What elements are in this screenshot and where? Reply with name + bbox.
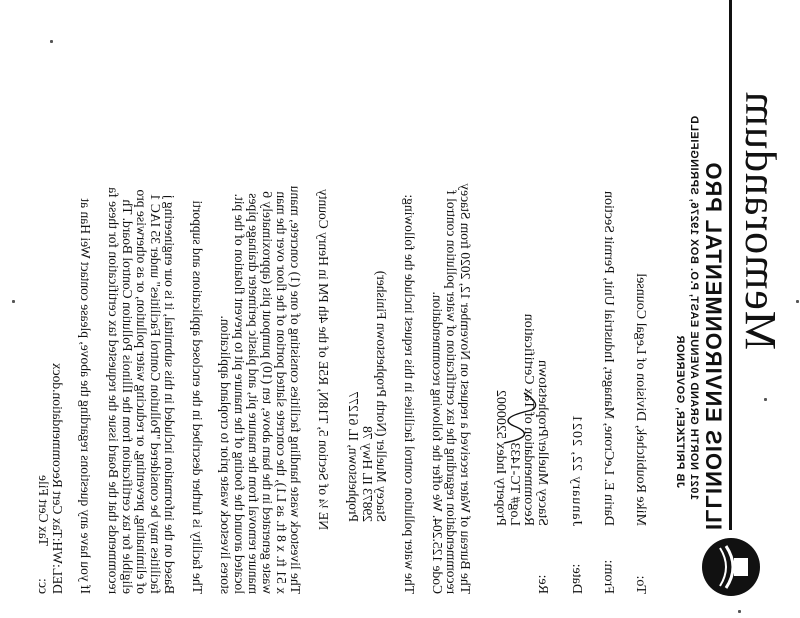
re-line: Log# TC-1433 [507,442,522,526]
re-line: Recommendation of Tax Certification [521,313,536,526]
body-line: located around the footing of the manure pit to prevent flotation of the pit. [232,193,247,594]
from-value: Darin E. LeCrone, Manager, Industrial Unit, Permit Section [601,191,616,526]
body-line: The Bureau of Water received a request on November 12, 2020 from Stacey [458,183,473,594]
agency-address: 1021 NORTH GRAND AVENUE EAST, P.O. BOX 19276, SPRINGFIELD [688,115,700,500]
body-line: x 51 ft. x 8 ft. as L1), the concrete slatted portion of the floor over the man [274,191,289,594]
cc-value: Tax Cert File [36,474,51,546]
agency-name: ILLINOIS ENVIRONMENTAL PRO [701,161,726,530]
handwritten-initials-mark [494,388,544,448]
body-line: manure removal from the manure pit, and plastic perimeter drainage pipes [246,193,261,594]
body-line: recommendation regarding the tax certification of water pollution control f [444,190,459,594]
facility-line: 29873 IL Hwy 78 [360,426,375,522]
agency-logo-icon [700,536,762,598]
re-line: Stacey Mueller/Prophetstown [535,359,550,526]
body-line: stores livestock waste prior to cropland application. [218,315,233,594]
scan-speck [738,610,741,613]
re-label: Re: [535,574,550,594]
body-line: The water pollution control facilities in this request include the following: [402,194,417,594]
reference-initials: DEL:WH:Tax Cert Recommendation.docx [50,362,65,594]
cc-label: cc: [36,578,51,594]
body-line: The facility is further described in the enclosed applications and supporti [190,200,205,594]
body-line: waste generated in the barn above, ten (10) pumpout pits (approximately 6 [260,191,275,594]
scan-speck [764,398,767,401]
body-line: recommends that the Board issue the requested tax certification for these fa [106,187,121,594]
scan-speck [50,40,53,43]
date-value: January 22, 2021 [569,413,584,526]
header-rule [729,0,732,530]
facility-line: Prophetstown, IL 61277 [346,391,361,522]
body-line: Based on the information included in this submittal, it is our engineering j [162,194,177,594]
location-line: NE ¼ of Section 5, T18N, R5E of the 4th PM in Henry County [316,189,331,530]
date-label: Date: [569,563,584,594]
body-line: facilities may be considered "Pollution Control Facilities" under 35 IAC 1 [148,193,163,594]
body-line: If you have any questions regarding the above, please contact Wei Han at [78,198,93,594]
memo-title: Memorandum [736,90,785,350]
body-line: The livestock waste handling facilities consisting of one (1) concrete, manu [288,185,303,594]
body-line: eligible for tax certification from the Illinois Pollution Control Board. Th [120,199,135,594]
governor-line: JB PRITZKER, GOVERNOR [674,335,686,488]
to-value: Mike Roubitchek, Division of Legal Counsel [633,273,648,526]
scan-speck [12,300,15,303]
facility-line: Stacey Mueller (North Prophetstown Finisher) [374,270,389,522]
from-label: From: [601,559,616,594]
scan-speck [796,300,799,303]
body-line: Code 125.204. We offer the following recommendation. [430,291,445,594]
body-line: of eliminating, preventing, or reducing water pollution, or as otherwise pro [134,189,149,594]
re-line: Property Index 5200002 [493,389,508,526]
to-label: To: [633,575,648,594]
